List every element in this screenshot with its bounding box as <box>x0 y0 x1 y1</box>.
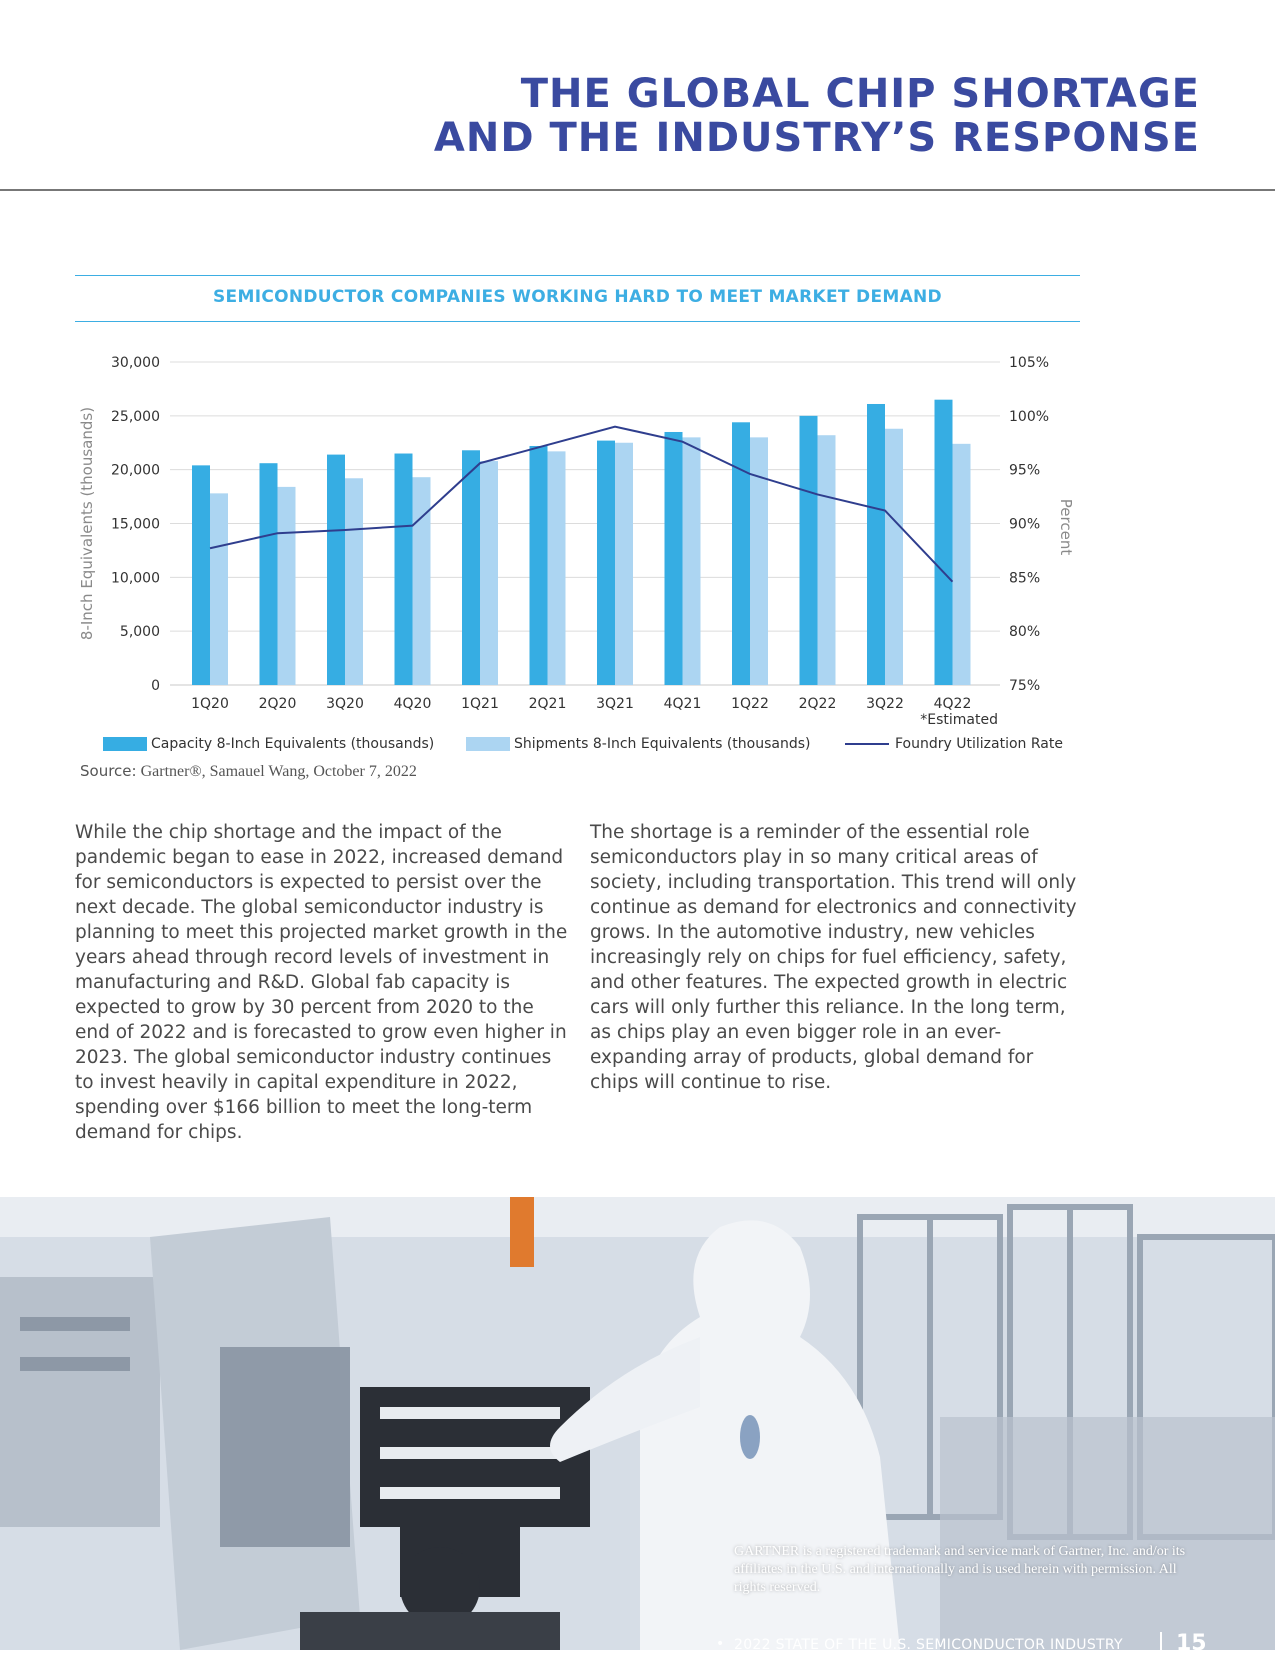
legend-capacity-label: Capacity 8-Inch Equivalents (thousands) <box>151 736 435 752</box>
shipments-bar <box>413 477 431 685</box>
x-tick-label: 1Q20 <box>191 696 229 712</box>
estimated-annotation: *Estimated <box>920 712 998 728</box>
y2-tick-label: 80% <box>1009 624 1041 641</box>
legend-item-utilization <box>845 736 1063 752</box>
capacity-bar <box>732 422 750 685</box>
capacity-bar <box>462 450 480 685</box>
capacity-bar <box>597 441 615 685</box>
x-tick-label: 4Q20 <box>393 696 432 712</box>
utilization-line <box>210 427 953 582</box>
page-title <box>434 72 1200 160</box>
legend-shipments-swatch <box>466 737 510 751</box>
body-text-left-column: While the chip shortage and the impact of the pandemic began to ease in 2022, increased demand for semiconductors is expected to persist over the next decade. The global semiconductor industry is planning to meet this projected market growth in the years ahead through record levels of investment in manufacturing and R&D. Global fab capacity is expected to grow by 30 percent from 2020 to the end of 2022 and is forecasted to grow even higher in 2023. The global semiconductor industry continues to invest heavily in capital expenditure in 2022, spending over $166 billion to meet the long-term demand for chips. <box>75 822 568 1143</box>
y-tick-label: 20,000 <box>111 462 160 479</box>
y2-axis-title: Percent <box>1057 498 1075 556</box>
legend-capacity-swatch <box>103 737 147 751</box>
shipments-bar <box>953 444 971 685</box>
x-tick-label: 2Q22 <box>798 696 837 712</box>
capacity-bar <box>395 454 413 685</box>
trademark-note: GARTNER is a registered trademark and service mark of Gartner, Inc. and/or its affiliates in the U.S. and internationally and is used herein with permission. All rights reserved. <box>734 1544 1186 1595</box>
legend-utilization-swatch <box>845 743 889 745</box>
x-tick-label: 3Q22 <box>866 696 904 712</box>
capacity-bar <box>867 404 885 685</box>
capacity-bar <box>327 455 345 685</box>
x-tick-label: 3Q20 <box>326 696 364 712</box>
chart <box>0 340 1275 730</box>
x-tick-label: 4Q22 <box>933 696 972 712</box>
chart-title: SEMICONDUCTOR COMPANIES WORKING HARD TO MEET MARKET DEMAND <box>213 287 942 307</box>
chart-source-label: Source: <box>80 762 137 780</box>
y-axis-title: 8-Inch Equivalents (thousands) <box>78 406 96 641</box>
y-tick-label: 5,000 <box>119 624 160 641</box>
chart-title-rule <box>75 321 1080 322</box>
footer-bullet-icon: • <box>716 1636 725 1652</box>
shipments-bar <box>683 437 701 685</box>
capacity-bar <box>935 400 953 685</box>
page-footer <box>0 1631 1275 1662</box>
y-tick-label: 15,000 <box>111 516 160 533</box>
shipments-bar <box>548 451 566 685</box>
capacity-bar <box>800 416 818 685</box>
capacity-bar <box>530 446 548 685</box>
capacity-bar <box>665 432 683 685</box>
x-tick-label: 3Q21 <box>596 696 634 712</box>
shipments-bar <box>345 478 363 685</box>
shipments-bar <box>210 493 228 685</box>
page-title-line-1: THE GLOBAL CHIP SHORTAGE <box>520 71 1200 117</box>
chart-legend <box>0 736 1275 758</box>
x-tick-label: 1Q22 <box>731 696 769 712</box>
shipments-bar <box>818 435 836 685</box>
x-tick-label: 2Q21 <box>528 696 567 712</box>
chart-source-text: Gartner®, Samauel Wang, October 7, 2022 <box>140 763 417 780</box>
page-title-line-2: AND THE INDUSTRY’S RESPONSE <box>433 115 1200 161</box>
y2-tick-label: 100% <box>1009 408 1050 425</box>
footer-publication-title: 2022 STATE OF THE U.S. SEMICONDUCTOR INDUSTRY <box>734 1637 1123 1653</box>
shipments-bar <box>615 443 633 685</box>
y2-tick-label: 75% <box>1009 678 1041 694</box>
legend-utilization-label: Foundry Utilization Rate <box>895 736 1063 752</box>
shipments-bar <box>278 487 296 685</box>
footer-separator <box>1160 1632 1162 1656</box>
y2-tick-label: 85% <box>1009 570 1041 587</box>
y2-tick-label: 105% <box>1009 355 1050 371</box>
shipments-bar <box>480 461 498 685</box>
x-tick-label: 2Q20 <box>258 696 297 712</box>
y2-tick-label: 90% <box>1009 516 1041 533</box>
capacity-bar <box>192 465 210 685</box>
y-tick-label: 30,000 <box>111 355 160 371</box>
shipments-bar <box>885 429 903 685</box>
x-tick-label: 4Q21 <box>663 696 702 712</box>
x-tick-label: 1Q21 <box>461 696 499 712</box>
y2-tick-label: 95% <box>1009 462 1041 479</box>
y-tick-label: 0 <box>151 678 160 694</box>
y-tick-label: 10,000 <box>111 570 160 587</box>
header-divider <box>0 189 1275 191</box>
chart-source <box>80 762 417 781</box>
capacity-bar <box>260 463 278 685</box>
chart-top-rule <box>75 275 1080 276</box>
legend-shipments-label: Shipments 8-Inch Equivalents (thousands) <box>514 736 811 752</box>
y-tick-label: 25,000 <box>111 408 160 425</box>
legend-item-shipments <box>466 736 811 752</box>
legend-item-capacity <box>103 736 434 752</box>
body-text-right-column: The shortage is a reminder of the essential role semiconductors play in so many critical areas of society, including transportation. This trend will only continue as demand for electronics and connectivity grows. In the automotive industry, new vehicles increasingly rely on chips for fuel efficiency, safety, and other features. The expected growth in electric cars will only further this reliance. In the long term, as chips play an even bigger role in an ever-expanding array of products, global demand for chips will continue to rise. <box>590 822 1077 1093</box>
page-number: 15 <box>1176 1631 1207 1656</box>
